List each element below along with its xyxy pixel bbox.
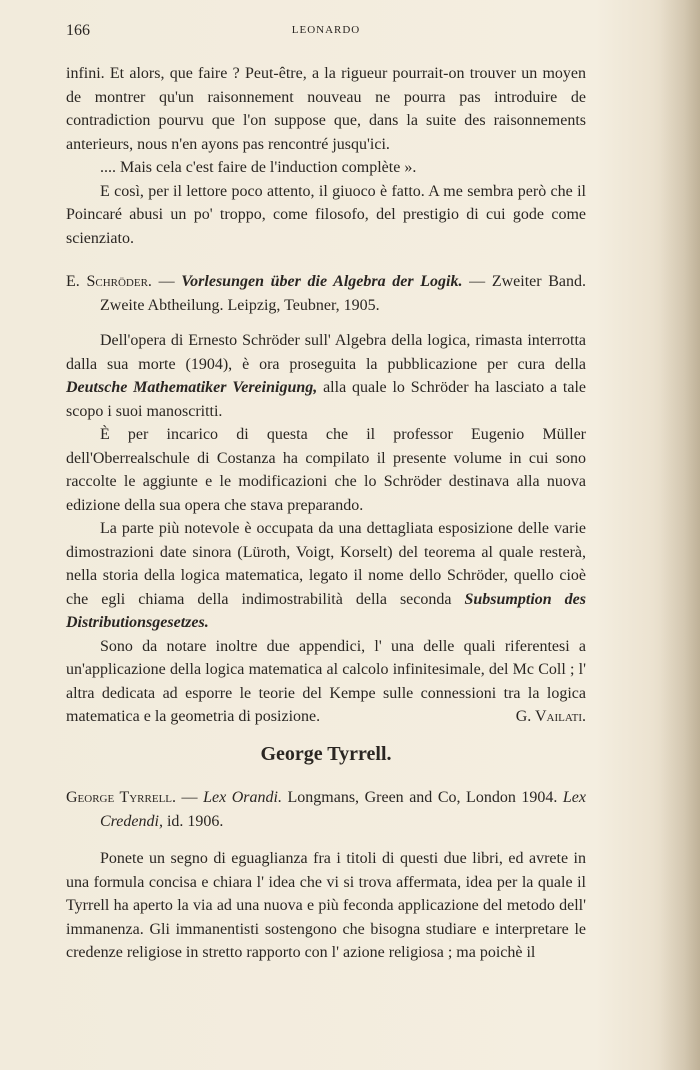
page-number: 166 [66, 22, 90, 39]
entry-author: Schröder. [86, 273, 152, 290]
section-gap [66, 250, 586, 270]
schroder-bibliographic-entry [66, 270, 586, 317]
theorem-title: Subsumption des Distributionsgesetzes. [66, 590, 586, 631]
paragraph-text: alla quale lo Schröder ha lasciato a tale scopo i suoi manoscritti. [66, 379, 587, 420]
page-body [66, 62, 586, 965]
entry-initial: E. [66, 273, 87, 290]
schroder-paragraph-4 [66, 635, 586, 729]
poincare-paragraph-3: E così, per il lettore poco attento, il giuoco è fatto. A me sembra però che il Poincaré abusi un po' troppo, come filosofo, del prestigio di cui gode come scienziato. [66, 182, 586, 247]
entry-title-2: Lex Credendi, [100, 789, 587, 830]
paragraph-text: Sono da notare inoltre due appendici, l' una delle quali riferentesi a un'applicazione della logica matematica al calcolo infinitesimale, del Mc Coll ; l' altra dedicata ad esporre le teorie del Kempe sulle connessioni tra la logica matematica e la geometria di posizione. [66, 637, 586, 725]
running-title: LEONARDO [291, 24, 361, 36]
entry-title-1: Lex Orandi. [203, 789, 282, 806]
page-edge-shadow [660, 0, 700, 1070]
schroder-paragraph-3 [66, 517, 586, 635]
entry-author: George Tyrrell. [66, 789, 177, 806]
entry-publication: — Zweiter Band. Zweite Abtheilung. Leipzig, Teubner, 1905. [100, 273, 587, 314]
section-gap [66, 317, 586, 329]
entry-title: Vorlesungen über die Algebra der Logik. [181, 273, 463, 290]
schroder-paragraph-2: È per incarico di questa che il professor Eugenio Müller dell'Oberrealschule di Costanza ha compilato il presente volume in cui sono raccolte le aggiunte e le modificazioni che lo Schröder destinava alla nuova edizione della sua opera che stava preparando. [66, 426, 586, 514]
entry-publication-2: id. 1906. [162, 812, 224, 830]
paragraph-text: La parte più notevole è occupata da una dettagliata esposizione delle varie dimostrazioni date sinora (Lüroth, Voigt, Korselt) del teorema al quale resterà, nella storia della logica matematica, legato il nome dello Schröder, quello cioè che egli chiama della indimostrabilità della seconda [66, 520, 586, 608]
entry-dash: — [176, 789, 204, 806]
poincare-quote-end: .... Mais cela c'est faire de l'induction complète ». [100, 159, 417, 176]
paragraph-text: Dell'opera di Ernesto Schröder sull' Algebra della logica, rimasta interrotta dalla sua morte (1904), è ora proseguita la pubblicazione per cura della [66, 332, 586, 373]
tyrrell-bibliographic-entry [66, 786, 586, 833]
section-gap [66, 833, 586, 847]
entry-dash: — [151, 273, 182, 290]
poincare-paragraph-1: infini. Et alors, que faire ? Peut-être, a la rigueur pourrait-on trouver un moyen de montrer qu'un raisonnement nouveau ne pourra pas introduire de contradiction pourvu que l'on suppose que, dans la suite des raisonnements anterieurs, nous n'en ayons pas rencontré jusqu'ici. [66, 65, 586, 153]
author-signature: G. Vailati. [515, 708, 586, 725]
section-heading: George Tyrrell. [260, 742, 392, 765]
schroder-paragraph-1 [66, 329, 586, 423]
page-header [66, 22, 586, 42]
tyrrell-paragraph-1: Ponete un segno di eguaglianza fra i titoli di questi due libri, ed avrete in una formula concisa e chiara l' idea che vi si trova affermata, idea per la quale il Tyrrell ha aperto la via ad una nuova e più feconda applicazione del metodo dell' immanenza. Gli immanentisti sostengono che bisogna studiare e interpretare le credenze religiose in stretto rapporto con l' azione religiosa ; ma poichè il [66, 850, 586, 961]
society-title: Deutsche Mathematiker Vereinigung, [66, 379, 318, 396]
entry-publication: Longmans, Green and Co, London 1904. [281, 789, 563, 806]
